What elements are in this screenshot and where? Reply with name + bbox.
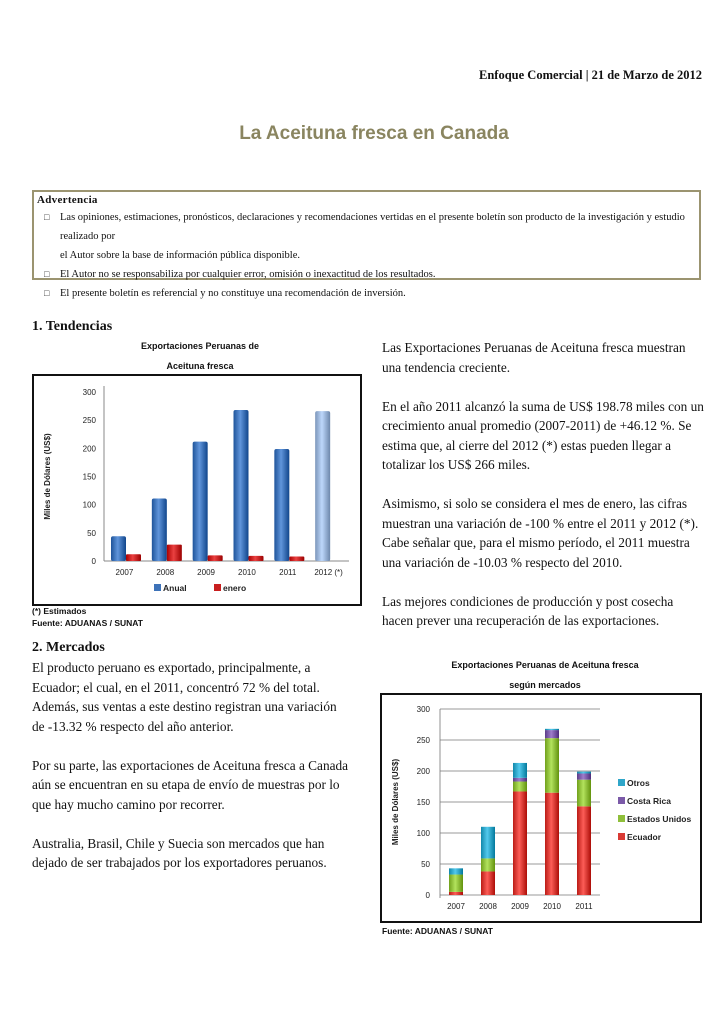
svg-text:50: 50: [87, 528, 96, 538]
page-title: La Aceituna fresca en Canada: [239, 123, 509, 144]
svg-text:Miles de Dólares (US$): Miles de Dólares (US$): [43, 433, 52, 520]
svg-text:2012 (*): 2012 (*): [314, 568, 343, 577]
disclaimer-text-continuation: el Autor sobre la base de información pública disponible.: [60, 250, 300, 261]
section-title-tendencias: 1. Tendencias: [32, 319, 113, 334]
svg-text:enero: enero: [223, 583, 247, 593]
svg-text:300: 300: [82, 388, 96, 397]
svg-text:250: 250: [416, 736, 430, 745]
chart1-title-line: Exportaciones Peruanas de: [140, 341, 260, 351]
chart2-title-line: según mercados: [509, 680, 581, 690]
svg-text:50: 50: [421, 860, 430, 869]
svg-text:2007: 2007: [447, 902, 465, 911]
paragraph: Por su parte, las exportaciones de Aceituna fresca a Canada aún se encuentran en su etapa de envío de muestras por lo que hay mucho camino por recorrer.: [32, 757, 349, 812]
paragraph: Australia, Brasil, Chile y Suecia son mercados que han dejado de ser trabajados por los exportadores peruanos.: [32, 835, 327, 870]
svg-text:Estados Unidos: Estados Unidos: [627, 814, 692, 824]
svg-text:2009: 2009: [197, 568, 215, 577]
paragraph: Las Exportaciones Peruanas de Aceituna fresca muestran una tendencia creciente.: [382, 340, 686, 375]
disclaimer-item: [37, 208, 696, 246]
section2-text: [32, 658, 352, 873]
svg-text:150: 150: [82, 472, 96, 482]
square-bullet-icon: □: [44, 269, 50, 279]
svg-text:Costa Rica: Costa Rica: [627, 796, 671, 806]
publication-header: Enfoque Comercial | 21 de Marzo de 2012: [479, 68, 702, 82]
paragraph: El producto peruano es exportado, principalmente, a Ecuador; el cual, en el 2011, concentró 72 % del total. Además, sus ventas a este destino registran una variación de -13.32 % respecto del año anterior.: [32, 660, 337, 734]
svg-text:200: 200: [416, 767, 430, 776]
svg-text:2010: 2010: [238, 568, 256, 577]
svg-text:0: 0: [91, 557, 96, 566]
chart2-title-line: Exportaciones Peruanas de Aceituna fresca: [451, 660, 639, 670]
disclaimer-box: [32, 190, 701, 299]
disclaimer-text: El presente boletín es referencial y no constituye una recomendación de inversión.: [60, 288, 406, 299]
estimate-note: (*) Estimados: [32, 606, 87, 616]
chart1-title: [80, 336, 320, 376]
svg-text:0: 0: [425, 891, 430, 900]
source-note: Fuente: ADUANAS / SUNAT: [32, 618, 143, 628]
disclaimer-text: El Autor no se responsabiliza por cualquier error, omisión o inexactitud de los resultados.: [60, 269, 436, 280]
svg-text:Miles de Dólares (US$): Miles de Dólares (US$): [391, 758, 400, 846]
paragraph: Las mejores condiciones de producción y post cosecha hacen prever una recuperación de las exportaciones.: [382, 593, 674, 628]
disclaimer-item: [37, 265, 696, 284]
svg-text:150: 150: [416, 798, 430, 807]
chart1-plot: [34, 376, 360, 604]
svg-text:2008: 2008: [479, 902, 497, 911]
svg-text:Anual: Anual: [163, 583, 187, 593]
source-note: Fuente: ADUANAS / SUNAT: [382, 926, 493, 936]
disclaimer-text: Las opiniones, estimaciones, pronósticos, declaraciones y recomendaciones vertidas en el presente boletín son producto de la investigación y estudio realizado por: [60, 212, 685, 242]
section1-text: [382, 338, 707, 631]
paragraph: En el año 2011 alcanzó la suma de US$ 198.78 miles con un crecimiento anual promedio (2007-2011) de +46.12 %. Se estima que, al cierre del 2012 (*) estas pueden llegar a totalizar los US$ 266 miles.: [382, 398, 704, 472]
svg-text:Otros: Otros: [627, 778, 650, 788]
disclaimer-title: Advertencia: [37, 194, 98, 206]
chart2-title: [380, 655, 710, 695]
disclaimer-item: [37, 284, 696, 303]
svg-text:100: 100: [82, 500, 96, 510]
svg-text:250: 250: [82, 416, 96, 426]
section-title-mercados: 2. Mercados: [32, 640, 105, 655]
square-bullet-icon: □: [44, 212, 50, 222]
paragraph: Asimismo, si solo se considera el mes de enero, las cifras muestran una variación de -100 % entre el 2011 y 2012 (*). Cabe señalar que, para el mismo período, el 2011 muestra una variación de -10.03 % respecto del 2010.: [382, 496, 699, 570]
svg-text:200: 200: [82, 444, 96, 454]
svg-text:2010: 2010: [543, 902, 561, 911]
chart1-title-line: Aceituna fresca: [166, 361, 234, 371]
svg-text:Ecuador: Ecuador: [627, 832, 662, 842]
svg-text:2008: 2008: [156, 568, 175, 577]
chart2-plot: [382, 695, 700, 921]
svg-text:2011: 2011: [279, 568, 297, 577]
svg-text:2009: 2009: [511, 902, 529, 911]
svg-text:2007: 2007: [115, 568, 134, 577]
svg-text:100: 100: [416, 829, 430, 838]
svg-text:2011: 2011: [575, 902, 593, 911]
svg-text:300: 300: [416, 705, 430, 714]
chart-exports-annual: [32, 374, 362, 606]
square-bullet-icon: □: [44, 288, 50, 298]
chart-exports-by-market: [380, 693, 702, 923]
